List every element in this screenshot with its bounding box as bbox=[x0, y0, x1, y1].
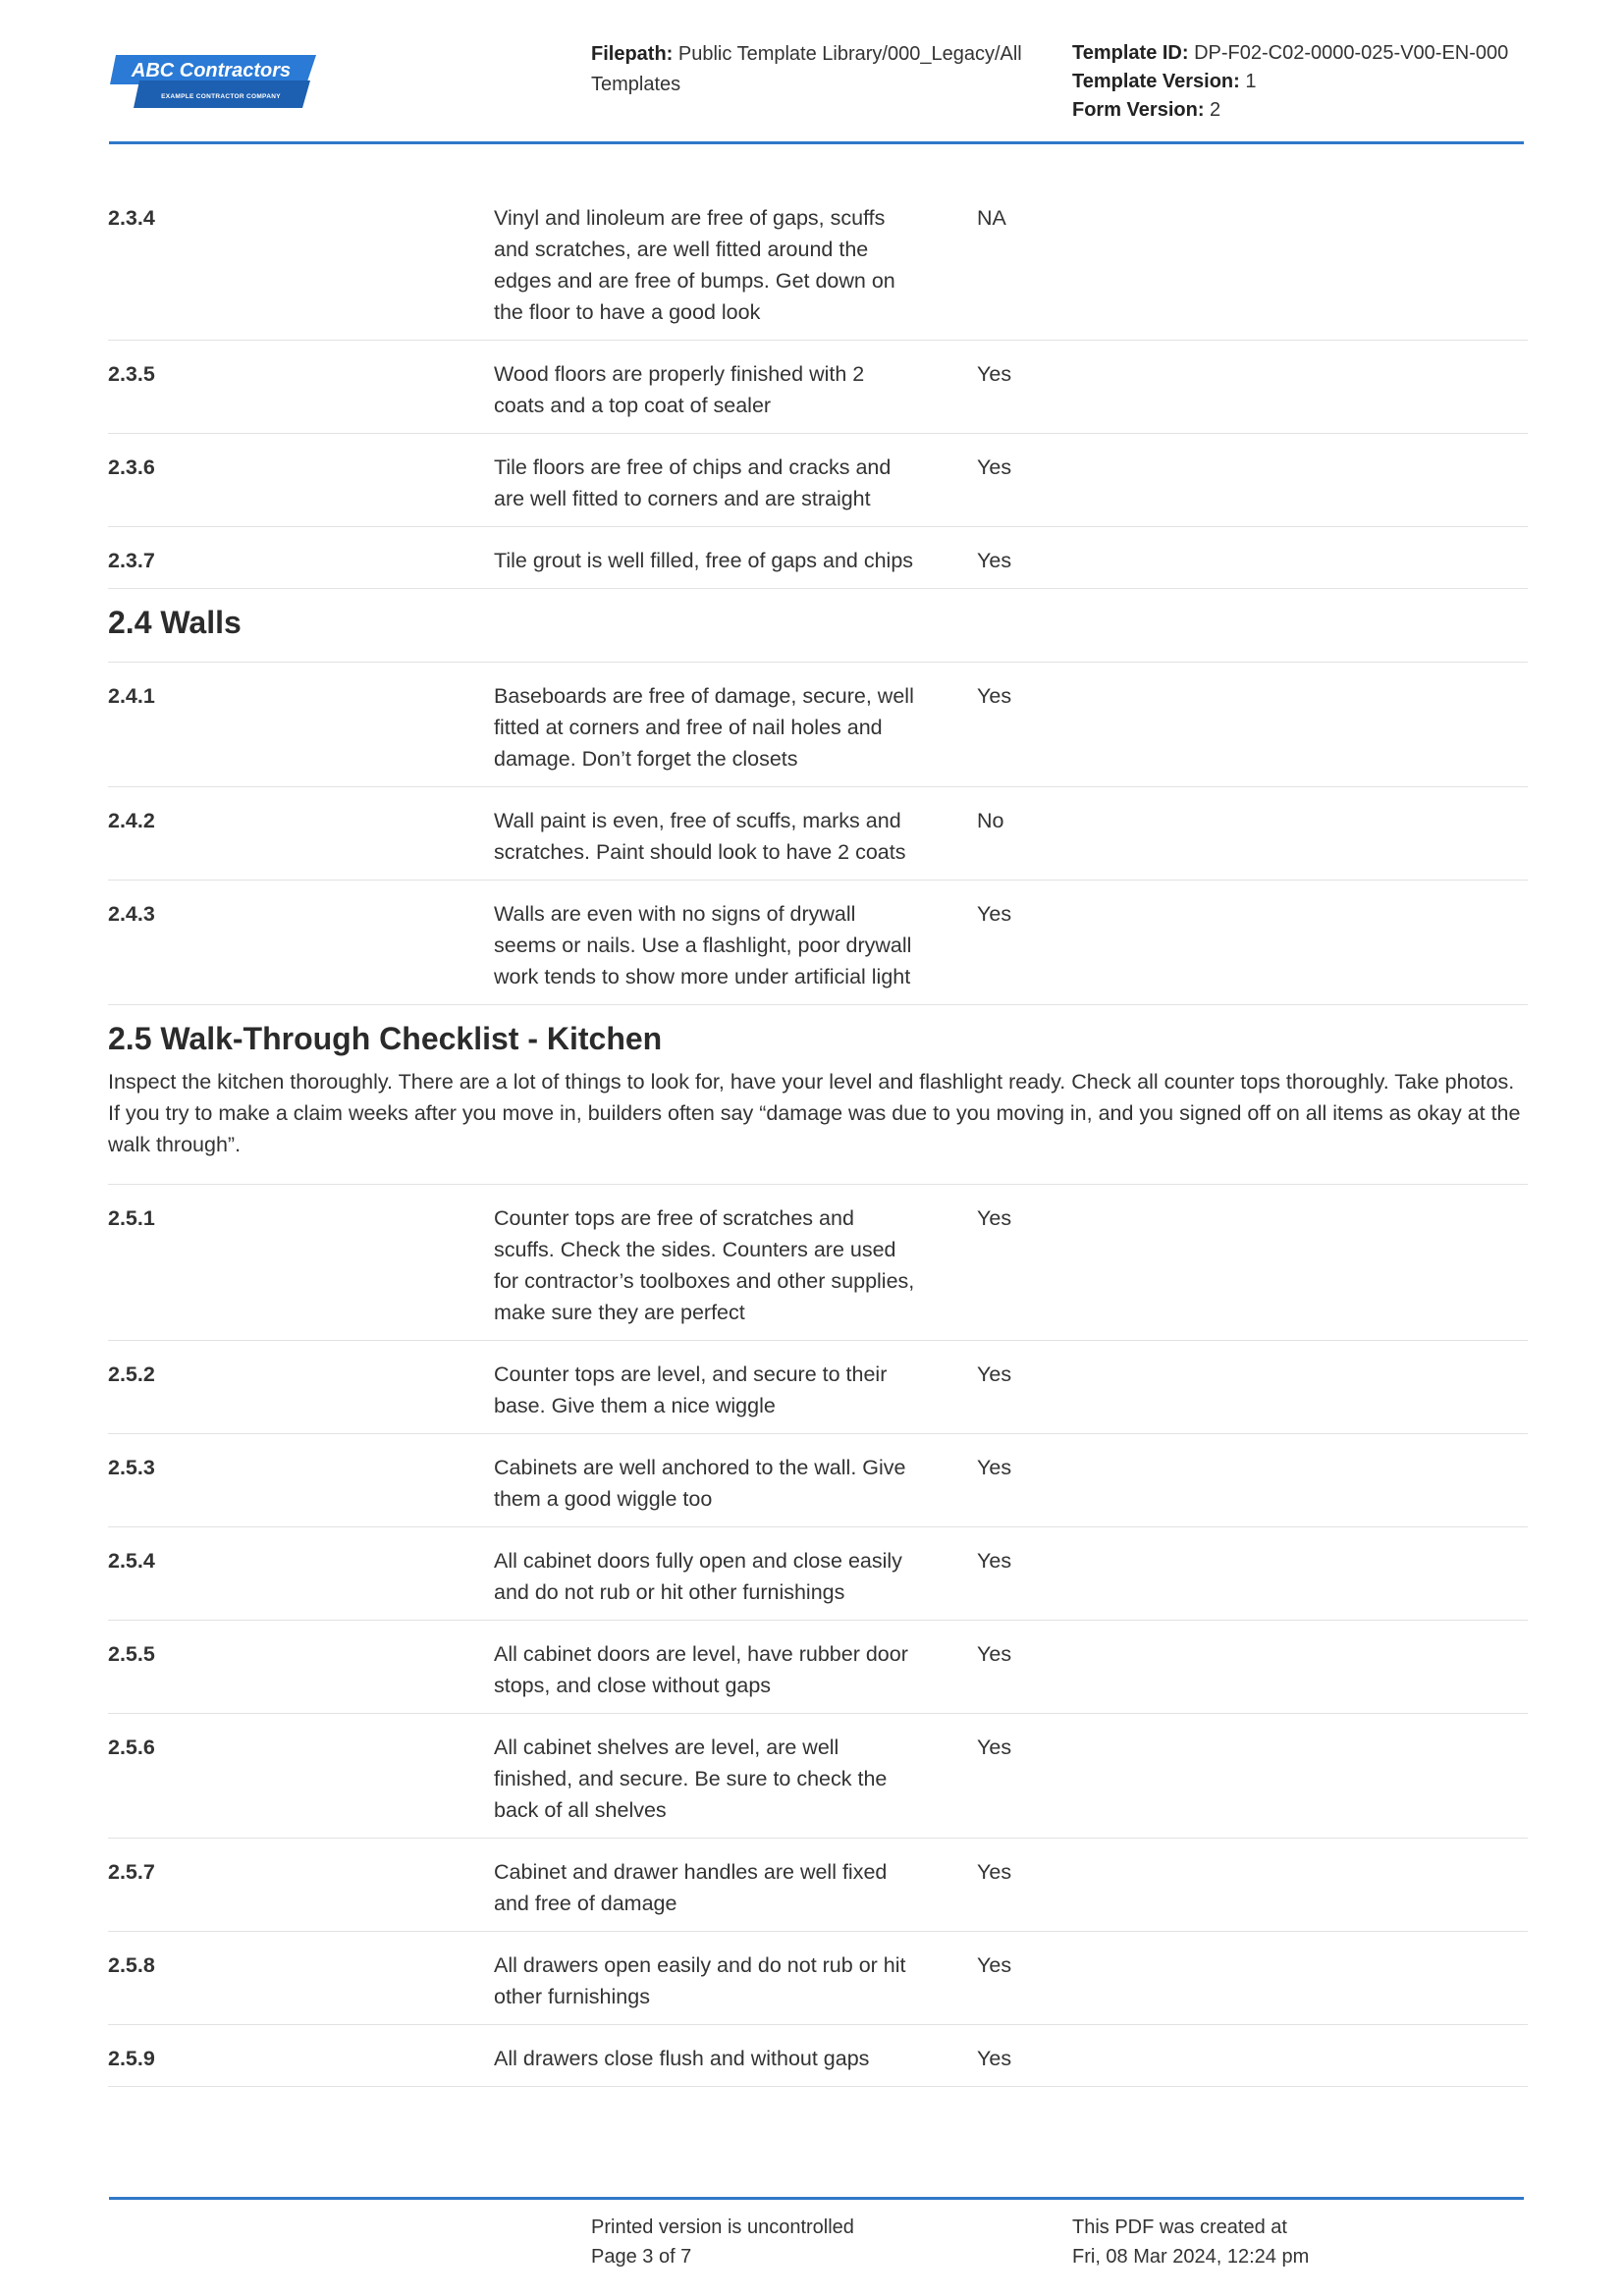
item-answer: Yes bbox=[977, 902, 1012, 926]
item-question: Tile grout is well filled, free of gaps and chips bbox=[494, 549, 914, 572]
form-version-label: Form Version: bbox=[1072, 99, 1205, 121]
page-header bbox=[0, 0, 1623, 147]
filepath-label: Filepath: bbox=[591, 43, 674, 65]
item-question: All drawers close flush and without gaps bbox=[494, 2047, 870, 2070]
template-id-label: Template ID: bbox=[1072, 42, 1189, 64]
table-row bbox=[108, 1341, 1528, 1434]
table-row bbox=[108, 1714, 1528, 1839]
item-answer: Yes bbox=[977, 1206, 1012, 1230]
created-label: This PDF was created at bbox=[1072, 2216, 1287, 2238]
item-id: 2.3.4 bbox=[108, 206, 155, 230]
item-question: Wall paint is even, free of scuffs, marks and scratches. Paint should look to have 2 coats bbox=[494, 809, 906, 864]
table-row bbox=[108, 1621, 1528, 1714]
item-id: 2.5.5 bbox=[108, 1642, 155, 1666]
item-question: Wood floors are properly finished with 2 coats and a top coat of sealer bbox=[494, 362, 865, 417]
item-answer: Yes bbox=[977, 1642, 1012, 1666]
header-divider bbox=[109, 141, 1524, 144]
item-id: 2.5.8 bbox=[108, 1953, 155, 1977]
table-row bbox=[108, 1434, 1528, 1527]
table-row bbox=[108, 1527, 1528, 1621]
item-question: All cabinet doors fully open and close easily and do not rub or hit other furnishings bbox=[494, 1549, 902, 1604]
kitchen-items bbox=[108, 1185, 1528, 2087]
form-version bbox=[1072, 96, 1583, 125]
template-version-value: 1 bbox=[1245, 71, 1257, 92]
item-question: Vinyl and linoleum are free of gaps, scuffs and scratches, are well fitted around the edges and are free of bumps. Get down on the floor to have a good look bbox=[494, 206, 895, 324]
item-answer: Yes bbox=[977, 1735, 1012, 1759]
item-answer: Yes bbox=[977, 2047, 1012, 2070]
item-answer: Yes bbox=[977, 1456, 1012, 1479]
item-answer: NA bbox=[977, 206, 1006, 230]
table-row bbox=[108, 1185, 1528, 1341]
flooring-items bbox=[108, 187, 1528, 589]
footer-divider bbox=[109, 2197, 1524, 2200]
item-id: 2.3.7 bbox=[108, 549, 155, 572]
item-id: 2.3.5 bbox=[108, 362, 155, 386]
footer-left bbox=[591, 2213, 854, 2271]
item-id: 2.4.3 bbox=[108, 902, 155, 926]
item-question: All cabinet doors are level, have rubber door stops, and close without gaps bbox=[494, 1642, 908, 1697]
item-answer: Yes bbox=[977, 549, 1012, 572]
table-row bbox=[108, 663, 1528, 787]
item-id: 2.5.6 bbox=[108, 1735, 155, 1759]
section-description: Inspect the kitchen thoroughly. There are a lot of things to look for, have your level and flashlight ready. Check all counter tops thoroughly. Take photos. If you try to make a claim weeks after you move in, builders often say “damage was due to you moving in, and you signed off on all items as okay at the walk through”. bbox=[108, 1066, 1528, 1185]
item-question: Baseboards are free of damage, secure, well fitted at corners and free of nail holes and damage. Don’t forget the closets bbox=[494, 684, 914, 771]
created-timestamp: Fri, 08 Mar 2024, 12:24 pm bbox=[1072, 2246, 1310, 2268]
logo-name: ABC Contractors bbox=[131, 60, 292, 81]
template-info-block bbox=[1072, 39, 1583, 125]
template-id bbox=[1072, 39, 1583, 68]
table-row bbox=[108, 2025, 1528, 2087]
item-question: Cabinets are well anchored to the wall. Give them a good wiggle too bbox=[494, 1456, 906, 1511]
item-question: All drawers open easily and do not rub or hit other furnishings bbox=[494, 1953, 906, 2008]
item-question: Tile floors are free of chips and cracks and are well fitted to corners and are straight bbox=[494, 455, 892, 510]
table-row bbox=[108, 1839, 1528, 1932]
table-row bbox=[108, 787, 1528, 881]
item-question: Walls are even with no signs of drywall seems or nails. Use a flashlight, poor drywall work tends to show more under artificial light bbox=[494, 902, 912, 988]
item-answer: Yes bbox=[977, 362, 1012, 386]
page-content bbox=[108, 187, 1528, 2087]
item-question: All cabinet shelves are level, are well finished, and secure. Be sure to check the back of all shelves bbox=[494, 1735, 888, 1822]
item-id: 2.5.4 bbox=[108, 1549, 155, 1573]
item-question: Counter tops are free of scratches and scuffs. Check the sides. Counters are used for contractor’s toolboxes and other supplies, make sure they are perfect bbox=[494, 1206, 915, 1324]
table-row bbox=[108, 341, 1528, 434]
item-answer: Yes bbox=[977, 1549, 1012, 1573]
table-row bbox=[108, 881, 1528, 1005]
item-id: 2.4.2 bbox=[108, 809, 155, 832]
walls-items bbox=[108, 663, 1528, 1005]
template-version bbox=[1072, 68, 1583, 96]
template-id-value: DP-F02-C02-0000-025-V00-EN-000 bbox=[1194, 42, 1509, 64]
item-answer: Yes bbox=[977, 455, 1012, 479]
item-id: 2.4.1 bbox=[108, 684, 155, 708]
logo-tagline: EXAMPLE CONTRACTOR COMPANY bbox=[161, 93, 281, 100]
page-number: Page 3 of 7 bbox=[591, 2246, 692, 2268]
company-logo bbox=[110, 51, 318, 112]
filepath-value: Public Template Library/000_Legacy/All Templates bbox=[591, 43, 1022, 95]
form-version-value: 2 bbox=[1210, 99, 1221, 121]
item-answer: No bbox=[977, 809, 1004, 832]
item-question: Cabinet and drawer handles are well fixed and free of damage bbox=[494, 1860, 888, 1915]
table-row bbox=[108, 527, 1528, 589]
item-answer: Yes bbox=[977, 1860, 1012, 1884]
table-row bbox=[108, 187, 1528, 341]
section-title-walls: 2.4 Walls bbox=[108, 599, 1528, 663]
item-id: 2.5.2 bbox=[108, 1362, 155, 1386]
uncontrolled-note: Printed version is uncontrolled bbox=[591, 2216, 854, 2238]
item-answer: Yes bbox=[977, 1953, 1012, 1977]
table-row bbox=[108, 1932, 1528, 2025]
table-row bbox=[108, 434, 1528, 527]
item-question: Counter tops are level, and secure to their base. Give them a nice wiggle bbox=[494, 1362, 888, 1417]
filepath-block bbox=[591, 39, 1053, 100]
item-id: 2.5.7 bbox=[108, 1860, 155, 1884]
item-answer: Yes bbox=[977, 1362, 1012, 1386]
template-version-label: Template Version: bbox=[1072, 71, 1240, 92]
item-id: 2.5.1 bbox=[108, 1206, 155, 1230]
item-id: 2.5.3 bbox=[108, 1456, 155, 1479]
footer-right bbox=[1072, 2213, 1309, 2271]
section-title-kitchen: 2.5 Walk-Through Checklist - Kitchen bbox=[108, 1021, 663, 1056]
item-answer: Yes bbox=[977, 684, 1012, 708]
item-id: 2.3.6 bbox=[108, 455, 155, 479]
item-id: 2.5.9 bbox=[108, 2047, 155, 2070]
